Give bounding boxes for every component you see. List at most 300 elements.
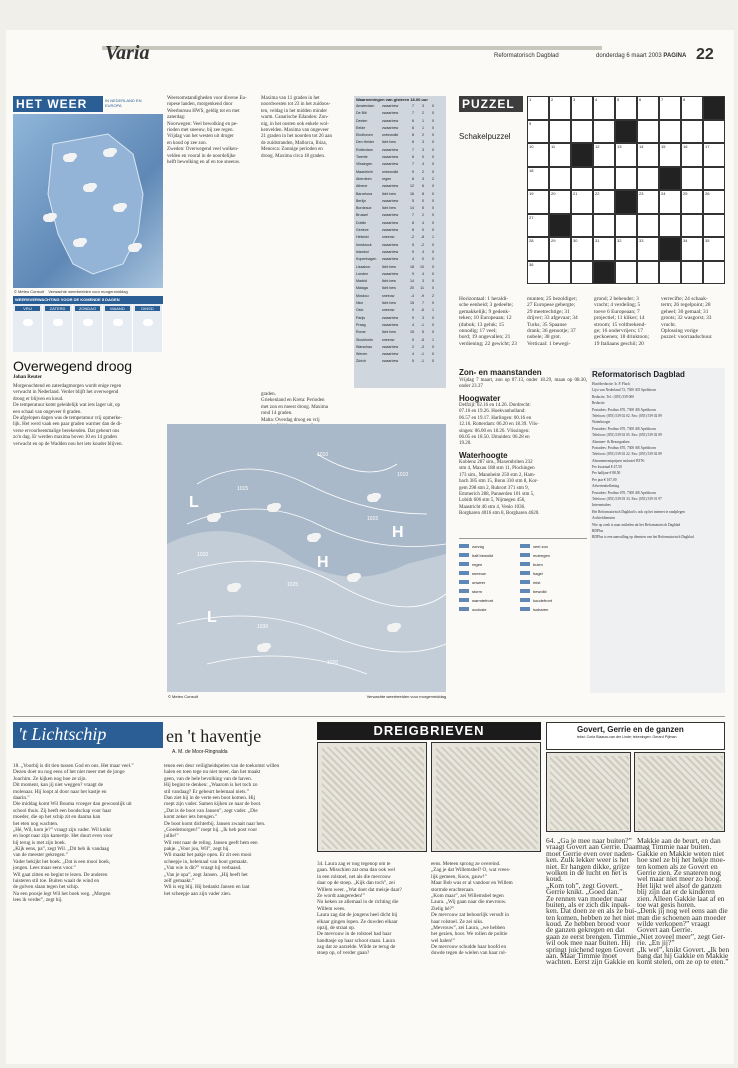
table-row	[356, 198, 444, 205]
crossword-cell[interactable]: 11	[549, 143, 571, 167]
weather-subtitle: IN NEDERLAND EN EUROPA	[105, 98, 142, 108]
isobar-label: 1030	[257, 624, 269, 630]
table-row	[356, 337, 444, 344]
text-line: wilde verkopen?” vraagt	[637, 919, 710, 929]
crossword-cell[interactable]	[571, 214, 593, 238]
legend-row	[459, 551, 587, 560]
crossword-cell[interactable]	[615, 120, 637, 144]
table-cell: Athene	[356, 184, 368, 189]
table-cell: Vlissingen	[356, 162, 373, 167]
text-line: Per jaar € 167,00	[592, 477, 617, 482]
table-cell: Moskou	[356, 293, 369, 298]
text-line: moeder, die op het schip zit en daarna kan	[13, 814, 101, 821]
text-line: scheepje in, helemaal van hout gemaakt.	[164, 858, 248, 865]
text-line: De mevrouw schudde haar hoofd en	[431, 944, 507, 951]
puzzle-title: PUZZEL	[459, 96, 523, 112]
text-line: stoep op, of verder gaan?	[317, 950, 370, 957]
crossword-cell[interactable]: 15	[659, 143, 681, 167]
crossword-cell[interactable]: 17	[703, 143, 725, 167]
text-line: „Dat is de boot van Jansen”, zegt vader. „Die	[164, 807, 258, 814]
text-line: Per halfjaar € 88,50	[592, 471, 621, 476]
text-line: teken; 10 Europeaan; 12	[459, 315, 512, 322]
text-line: drank; 36 genootje; 37	[527, 327, 576, 334]
table-cell: 8	[422, 191, 424, 196]
text-line: Het Reformatorisch Dagblad is ook op het internet te raadplegen	[592, 509, 685, 514]
crossword-cell[interactable]	[615, 190, 637, 214]
text-line: Delfzijl: 02.16 en 14.26. Dordrecht:	[459, 403, 531, 408]
table-cell: -8	[420, 235, 424, 240]
paper-name: Reformatorisch Dagblad	[494, 53, 559, 59]
lichtschip-title-bar	[13, 722, 163, 748]
table-cell: zwaarbew	[382, 352, 399, 357]
crossword-cell[interactable]: 35	[703, 237, 725, 261]
crossword-cell[interactable]: 18	[527, 167, 549, 191]
crossword-cell[interactable]: 26	[703, 190, 725, 214]
puzzle-clues-4	[661, 296, 725, 356]
legend-row	[459, 569, 587, 578]
hoogwater-title: Hoogwater	[459, 394, 501, 403]
text-line: roept zijn vader. Samen kijken ze naar de boot.	[164, 801, 262, 808]
legend-row	[459, 560, 587, 569]
table-cell: 3	[422, 279, 424, 284]
crossword-cell[interactable]: 16	[681, 143, 703, 167]
crossword-cell[interactable]	[637, 261, 659, 285]
table-row	[356, 110, 444, 117]
legend-symbol-icon	[520, 571, 530, 575]
table-cell: 0	[432, 249, 434, 254]
text-line: Oplossing vorige	[661, 327, 698, 334]
table-row	[356, 125, 444, 132]
table-cell: Kopenhagen	[356, 257, 377, 262]
puzzle-clues-2	[527, 296, 591, 356]
cloud-icon	[73, 239, 85, 247]
text-line: molenaar. Hij loopt al door naar het kastje en	[13, 788, 107, 795]
cloud-icon	[367, 494, 379, 502]
crossword-cell[interactable]: 31	[593, 237, 615, 261]
text-line: koud. Ze hebben brood voor	[546, 919, 630, 929]
crossword-cell[interactable]	[637, 167, 659, 191]
legend-label: half bewolkt	[472, 553, 494, 558]
table-cell: 3	[422, 147, 424, 152]
table-cell: licht bew	[382, 206, 396, 211]
forecast-day	[133, 304, 163, 352]
text-line: Zweden: Overwegend veel wolken-	[167, 147, 239, 153]
crossword-cell[interactable]: 21	[571, 190, 593, 214]
table-cell: 4	[422, 162, 424, 167]
text-line: velden en vooral in de noordelijke	[167, 153, 236, 159]
text-line: stil vandaag? Er gebeurt helemaal niets.”	[164, 788, 249, 795]
table-cell: zwaarbew	[382, 220, 399, 225]
weather-legend	[459, 538, 587, 614]
crossword-cell[interactable]	[549, 120, 571, 144]
table-cell: 2	[432, 293, 434, 298]
text-line: blij zijn dat er de kinderen	[637, 887, 715, 897]
table-cell: 15	[410, 330, 414, 335]
text-line: verdiening; 22 gewicht; 23	[459, 340, 517, 347]
comic-panel	[317, 742, 427, 852]
crossword-cell[interactable]: 30	[571, 237, 593, 261]
table-row	[356, 227, 444, 234]
text-line: ten komen, hebben ze het niet	[546, 912, 635, 922]
table-cell: zwaarbew	[382, 111, 399, 116]
legend-symbol-icon	[459, 580, 469, 584]
comic-panel	[634, 752, 725, 832]
table-cell: 14	[410, 206, 414, 211]
table-cell: -1	[420, 359, 424, 364]
text-line: Telefoon: (055) 539 02 05. Fax: (055) 539 02 89	[592, 433, 662, 438]
crossword-cell[interactable]: 12	[593, 143, 615, 167]
crossword-cell[interactable]	[571, 261, 593, 285]
crossword-cell[interactable]: 25	[681, 190, 703, 214]
text-line: Weerbureau HWS, geldig tot en met	[167, 108, 240, 114]
table-cell: 0	[422, 155, 424, 160]
crossword-cell[interactable]: 32	[615, 237, 637, 261]
text-line: rioden met sneeuw, bij zee regen.	[167, 127, 234, 133]
table-cell: Malaga	[356, 286, 368, 291]
table-cell: 0	[432, 220, 434, 225]
text-line: Turks; 35 Spaanse	[527, 321, 567, 328]
waterhoogte-body	[459, 460, 587, 530]
table-cell: Helsinki	[356, 235, 369, 240]
table-cell: Deelen	[356, 118, 368, 123]
text-line: Per kwartaal € 47,50	[592, 465, 622, 470]
crossword-cell[interactable]	[549, 261, 571, 285]
crossword-cell[interactable]: 2	[549, 96, 571, 120]
table-cell: Aberdeen	[356, 176, 372, 181]
text-line: pakje. „Voor jou, Wil”, zegt hij.	[164, 846, 230, 853]
crossword-cell[interactable]: 3	[571, 96, 593, 120]
forecast-header: WEERSVERWACHTING VOOR DE KOMENDE 5 DAGEN	[13, 296, 163, 304]
table-cell: 7	[412, 162, 414, 167]
table-cell: zwaarbew	[382, 315, 399, 320]
table-cell: Istanbul	[356, 249, 369, 254]
text-line: RDPlus	[592, 528, 604, 533]
crossword-cell[interactable]	[703, 167, 725, 191]
text-line: zien. Alleen Gakkie laat af en	[637, 893, 725, 903]
text-line: het scheepje aan zijn vader zien.	[164, 890, 232, 897]
table-row	[356, 183, 444, 190]
text-line: wel maar niet meer zo hoog.	[637, 874, 722, 884]
table-cell: 0	[432, 344, 434, 349]
legend-symbol-icon	[459, 544, 469, 548]
table-cell: zwaarbew	[382, 359, 399, 364]
text-line: sche eenheid; 3 gedeelte;	[459, 302, 514, 309]
table-cell: zwaarbew	[382, 104, 399, 108]
text-line: De afgelopen dagen was de temperatuur vrij opmerke-	[13, 415, 122, 421]
comic-panel	[431, 742, 541, 852]
crossword-cell[interactable]	[681, 120, 703, 144]
text-line: grond; 2 beheuder; 3	[594, 296, 639, 302]
text-line: en koud op zee zon.	[167, 140, 207, 146]
crossword-cell[interactable]: 34	[681, 237, 703, 261]
table-cell: 1	[432, 308, 434, 313]
legend-label: zonnig	[472, 544, 484, 549]
text-line: Maxima van 11 graden in het	[261, 96, 320, 101]
map-credit: © Meteo Consult Verwachte weerbeelden voor morgenmiddag	[14, 289, 128, 294]
text-line: Dit moment, kan jij niet weggen? vraagt de	[13, 782, 103, 789]
text-line: Wil maakt het pakje open. Er zit een mooi	[164, 852, 252, 859]
table-cell: 4	[422, 271, 424, 276]
table-cell: 0	[432, 301, 434, 306]
masthead	[6, 40, 734, 70]
table-cell: licht bew	[382, 140, 396, 145]
pressure-label: H	[317, 554, 329, 571]
netherlands-outline	[13, 114, 163, 288]
crossword-cell[interactable]: 9	[527, 120, 549, 144]
text-line: 29 meetrechtige; 31	[527, 308, 570, 315]
table-cell: zwaarbew	[382, 242, 399, 247]
legend-label: warmtefront	[472, 598, 494, 603]
legend-label: sneeuw	[472, 571, 486, 576]
table-row	[356, 234, 444, 241]
text-line: Gerrie knikt. „Goed dan.”	[546, 887, 623, 897]
text-line: „Zag je dat Willemsbel? O, wat vrees-	[431, 867, 511, 874]
table-cell: sneeuw	[382, 337, 395, 342]
table-cell: 7	[422, 301, 424, 306]
text-line: halen en toen tege nu niet meer, dan het maakt	[164, 769, 261, 776]
legend-label: mist	[533, 580, 541, 585]
crossword-cell[interactable]	[593, 120, 615, 144]
crossword-cell[interactable]	[637, 214, 659, 238]
table-cell: Eelde	[356, 125, 366, 130]
text-line: gaan ze eerst brengen. Timmie	[546, 931, 637, 941]
text-line: drijver; 33 afgevaar; 34	[527, 315, 578, 322]
text-line: koud.	[546, 874, 563, 884]
table-cell: 6	[412, 125, 414, 130]
text-line: De temperatuur komt geleidelijk wat iets lager uit, op	[13, 403, 121, 409]
table-cell: Parijs	[356, 315, 365, 320]
table-cell: De Bilt	[356, 111, 367, 116]
colophon-title: Reformatorisch Dagblad	[592, 370, 685, 379]
table-cell: 0	[412, 337, 414, 342]
crossword-cell[interactable]	[593, 214, 615, 238]
text-line: „Kom maar”, zei Willemsbel tegen	[431, 892, 504, 899]
crossword-cell[interactable]	[593, 261, 615, 285]
text-line: Zielig hè?”	[431, 905, 455, 912]
text-line: Joachim. Ze kijken nog hoe ze zijn.	[13, 775, 87, 782]
crossword-cell[interactable]	[549, 167, 571, 191]
crossword-cell[interactable]: 7	[659, 96, 681, 120]
crossword-cell[interactable]	[571, 143, 593, 167]
legend-symbol-icon	[459, 571, 469, 575]
govert-header	[546, 722, 725, 750]
crossword-cell[interactable]	[615, 214, 637, 238]
crossword-cell[interactable]	[615, 167, 637, 191]
table-cell: 0	[432, 169, 434, 174]
text-line: droog er blijven en koud.	[13, 396, 64, 402]
text-line: stormde erachteraan.	[431, 886, 475, 893]
cloud-icon	[267, 504, 279, 512]
table-cell: 7	[412, 213, 414, 218]
text-line: Abonnee- & Bezorgzaken	[592, 439, 630, 444]
table-cell: -3	[420, 344, 424, 349]
table-row	[356, 132, 444, 139]
text-line: Wie op zoek is naar artikelen uit het Reformatorisch Dagblad	[592, 522, 681, 527]
text-line: Advertentiefbeting	[592, 484, 620, 489]
text-line: handtasje op haar schoot staan. Laura	[317, 937, 395, 944]
text-line: Maastricht 46 stm 4, Venlo 1036.	[459, 504, 526, 510]
table-cell: 0	[422, 228, 424, 233]
table-cell: 3	[422, 140, 424, 145]
crossword-cell[interactable]: 24	[659, 190, 681, 214]
cloud-icon	[307, 534, 319, 542]
table-cell: licht bew	[382, 286, 396, 291]
text-line: rie. „En jij?”	[637, 938, 675, 948]
europe-forecast-text	[167, 96, 257, 418]
crossword-cell[interactable]: 28	[527, 237, 549, 261]
table-cell: zwaarbew	[382, 125, 399, 130]
legend-label: buien	[533, 562, 543, 567]
crossword-cell[interactable]: 13	[615, 143, 637, 167]
crossword-cell[interactable]: 22	[593, 190, 615, 214]
table-cell: -1	[420, 322, 424, 327]
crossword-cell[interactable]: 33	[637, 237, 659, 261]
crossword-cell[interactable]	[681, 261, 703, 285]
observations-title: Waarnemingen van gisteren 18.00 uur	[356, 97, 428, 102]
crossword-cell[interactable]	[593, 167, 615, 191]
table-cell: 5	[422, 330, 424, 335]
text-line: „Niet zoveel meer”, zegt Ger-	[637, 931, 726, 941]
table-cell: 2	[422, 169, 424, 174]
table-cell: 0	[432, 147, 434, 152]
text-line: Willem wees.	[317, 905, 346, 912]
crossword-cell[interactable]: 19	[527, 190, 549, 214]
table-cell: onbewolkt	[382, 133, 399, 138]
crossword-cell[interactable]	[659, 167, 681, 191]
crossword-cell[interactable]: 5	[615, 96, 637, 120]
text-line: jongen. Lees maar eens voor.”	[13, 865, 76, 872]
crossword-cell[interactable]	[637, 120, 659, 144]
text-line: wachten. Eerst zijn Gakkie en	[546, 957, 635, 967]
crossword-cell[interactable]: 8	[681, 96, 703, 120]
table-row	[356, 344, 444, 351]
cloud-icon	[207, 514, 219, 522]
table-cell: 3	[422, 176, 424, 181]
text-line: „Mevrouw”, zei Laura, „we hebben	[431, 924, 506, 931]
crossword-cell[interactable]: 4	[593, 96, 615, 120]
text-line: Makkie aan de beurt, en dan	[637, 836, 721, 845]
text-line: springt juichend tegen Govert	[546, 944, 635, 954]
govert-title: Govert, Gerrie en de ganzen	[577, 725, 684, 734]
text-line: de golven slaan tegen het schip.	[13, 884, 79, 891]
text-line: helft bewolking en af en toe sneeuw.	[167, 159, 241, 165]
table-cell: Maastricht	[356, 169, 373, 174]
crossword-cell[interactable]: 20	[549, 190, 571, 214]
legend-label: isobaren	[533, 607, 549, 612]
text-line: vrucht.	[661, 321, 677, 328]
crossword-cell[interactable]	[681, 167, 703, 191]
table-cell: 0	[432, 315, 434, 320]
isobar-label: 1015	[367, 516, 379, 522]
table-cell: 0	[432, 206, 434, 211]
text-line: haar rolstoel. Ze zei niks.	[431, 918, 484, 925]
puzzle-subtitle: Schakelpuzzel	[459, 132, 511, 141]
crossword-cell[interactable]	[659, 237, 681, 261]
table-cell: -9	[420, 293, 424, 298]
crossword-cell[interactable]: 27	[527, 214, 549, 238]
table-cell: zwaarbew	[382, 228, 399, 233]
crossword-cell[interactable]: 29	[549, 237, 571, 261]
text-line: Telefoon: (055) 539 02 02. Fax: (055) 539 02 89	[592, 413, 662, 418]
crossword-cell[interactable]	[703, 120, 725, 144]
table-cell: 0	[432, 279, 434, 284]
text-line: „Ik wel”, knikt Govert. „Ik ben	[637, 944, 730, 954]
text-line: Emmerich 288, Pannerden 101 stm 5,	[459, 491, 535, 497]
table-cell: 5	[412, 359, 414, 364]
cloud-icon	[257, 644, 269, 652]
table-cell: 0	[432, 140, 434, 145]
text-line: geen, van de hele bevolking van de haven.	[164, 775, 253, 782]
table-cell: licht bew	[382, 264, 396, 269]
crossword-cell[interactable]	[615, 261, 637, 285]
text-line: zaterdag:	[167, 115, 186, 121]
crossword-cell[interactable]	[659, 120, 681, 144]
crossword-cell[interactable]: 1	[527, 96, 549, 120]
table-row	[356, 176, 444, 183]
crossword-cell[interactable]	[703, 261, 725, 285]
crossword-cell[interactable]	[571, 120, 593, 144]
crossword-cell[interactable]	[659, 261, 681, 285]
table-cell: 0	[432, 271, 434, 276]
crossword-cell[interactable]: 14	[637, 143, 659, 167]
crossword-cell[interactable]	[549, 214, 571, 238]
text-line: „Hé, Wil, kom je?” vraagt zijn vader. Wil knikt	[13, 826, 111, 833]
table-cell: 9	[412, 169, 414, 174]
crossword-cell[interactable]	[703, 96, 725, 120]
text-line: ten komen als ze Govert en	[637, 861, 718, 871]
europe-weather-map	[167, 424, 446, 692]
crossword-cell[interactable]: 36	[527, 261, 549, 285]
weather-article-title: Overwegend droog	[13, 358, 133, 374]
table-row	[356, 307, 444, 314]
crossword-cell[interactable]: 23	[637, 190, 659, 214]
text-line: ge; 16 ondervrijers; 17	[594, 327, 643, 334]
table-cell: Innsbruck	[356, 242, 372, 247]
table-cell: -4	[410, 293, 414, 298]
table-cell: Genève	[356, 228, 369, 233]
table-cell: 8	[412, 133, 414, 138]
text-line: „Van je opa”, zegt Jansen. „Hij heeft het	[164, 871, 248, 878]
table-row	[356, 161, 444, 168]
text-line: man die schoenen aan moeder	[637, 912, 727, 922]
table-cell: 0	[432, 242, 434, 247]
crossword-cell[interactable]	[681, 214, 703, 238]
table-cell: 0	[432, 125, 434, 130]
text-line: Ze wordt aangereden!”	[317, 892, 365, 899]
text-line: verwacht in Nederland. Verder blijft het overwegend	[13, 390, 119, 396]
crossword-cell[interactable]	[659, 214, 681, 238]
table-cell: zwaarbew	[382, 322, 399, 327]
table-cell: Nice	[356, 301, 364, 306]
text-line: 18. „Voorbij is dit tien tussen God en ons. Het maar veel.”	[13, 763, 134, 769]
crossword-cell[interactable]	[703, 214, 725, 238]
crossword-cell[interactable]: 10	[527, 143, 549, 167]
table-cell: 6	[412, 118, 414, 123]
table-cell: 7	[412, 147, 414, 152]
crossword-cell[interactable]	[571, 167, 593, 191]
crossword-cell[interactable]: 6	[637, 96, 659, 120]
text-line: Koblenz 287 sim., Maxembriten 232	[459, 460, 533, 465]
table-cell: zwaarbew	[382, 147, 399, 152]
table-row	[356, 249, 444, 256]
table-cell: Twente	[356, 155, 368, 160]
legend-symbol-icon	[459, 562, 469, 566]
lichtschip-title-2: en 't haventje	[166, 726, 262, 746]
text-line: 19.20.	[459, 441, 472, 447]
table-cell: 20	[410, 286, 414, 291]
text-line: lijk. Het werd vaak een paar graden warmer dan de di-	[13, 422, 122, 428]
table-cell: sneeuw	[382, 308, 395, 313]
